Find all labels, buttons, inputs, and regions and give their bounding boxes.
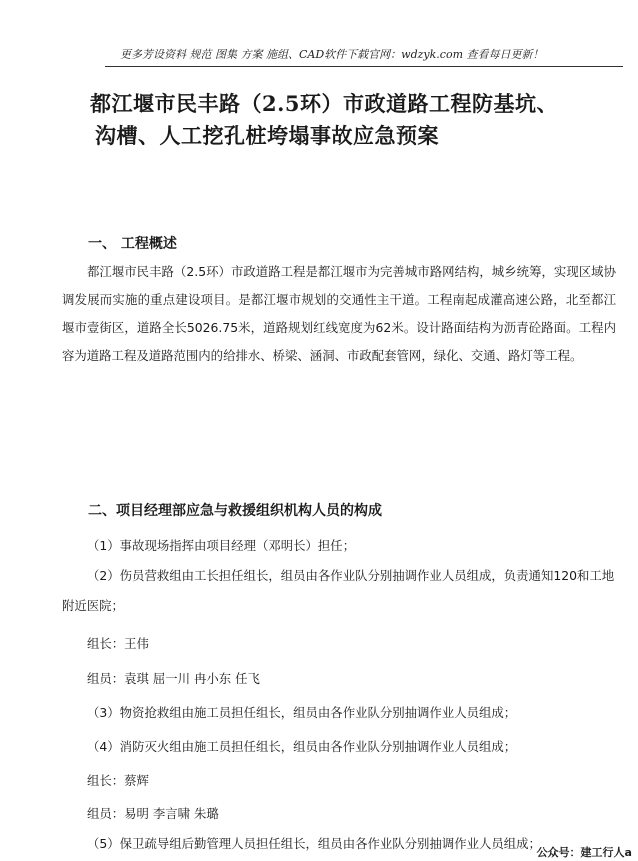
header-divider (105, 66, 623, 67)
section-1-heading: 一、 工程概述 (88, 236, 177, 252)
section-2-heading: 二、项目经理部应急与救援组织机构人员的构成 (88, 503, 382, 519)
list-item: 组员：袁琪 屈一川 冉小东 任飞 (87, 671, 260, 686)
list-item: （1）事故现场指挥由项目经理（邓明长）担任； (87, 538, 356, 553)
list-item: （2）伤员营救组由工长担任组长，组员由各作业队分别抽调作业人员组成，负责通知120和工地附近医院； (62, 568, 615, 613)
section-1-paragraph: 都江堰市民丰路（2.5环）市政道路工程是都江堰市为完善城市路网结构，城乡统筹，实现区域协调发展而实施的重点建设项目。是都江堰市规划的交通性主干道。工程南起成灌高速公路，北至都江堰市壹街区，道路全长5026.75米，道路规划红线宽度为62米。设计路面结构为沥青砼路面。工程内容为道路工程及道路范围内的给排水、桥梁、涵洞、市政配套管网，绿化、交通、路灯等工程。 (62, 264, 616, 363)
header-banner: 更多芳设资料 规范 图集 方案 施组、CAD软件下载官网：wdzyk.com 查看每日更新！ (120, 48, 544, 61)
footer-watermark: 公众号：建工行人a (536, 846, 632, 859)
list-item: （3）物资抢救组由施工员担任组长，组员由各作业队分别抽调作业人员组成； (87, 705, 517, 720)
list-item: 组长：蔡辉 (87, 773, 149, 788)
list-item: （5）保卫疏导组后勤管理人员担任组长，组员由各作业队分别抽调作业人员组成； (87, 836, 541, 851)
list-item: （4）消防灭火组由施工员担任组长，组员由各作业队分别抽调作业人员组成； (87, 739, 517, 754)
title-line-2: 沟槽、人工挖孔桩垮塌事故应急预案 (95, 123, 439, 148)
list-item: 组员：易明 李言啸 朱璐 (87, 806, 219, 821)
title-line-1: 都江堰市民丰路（2.5环）市政道路工程防基坑、 (90, 91, 559, 116)
list-item: 组长：王伟 (87, 636, 149, 651)
document-title (90, 88, 610, 152)
